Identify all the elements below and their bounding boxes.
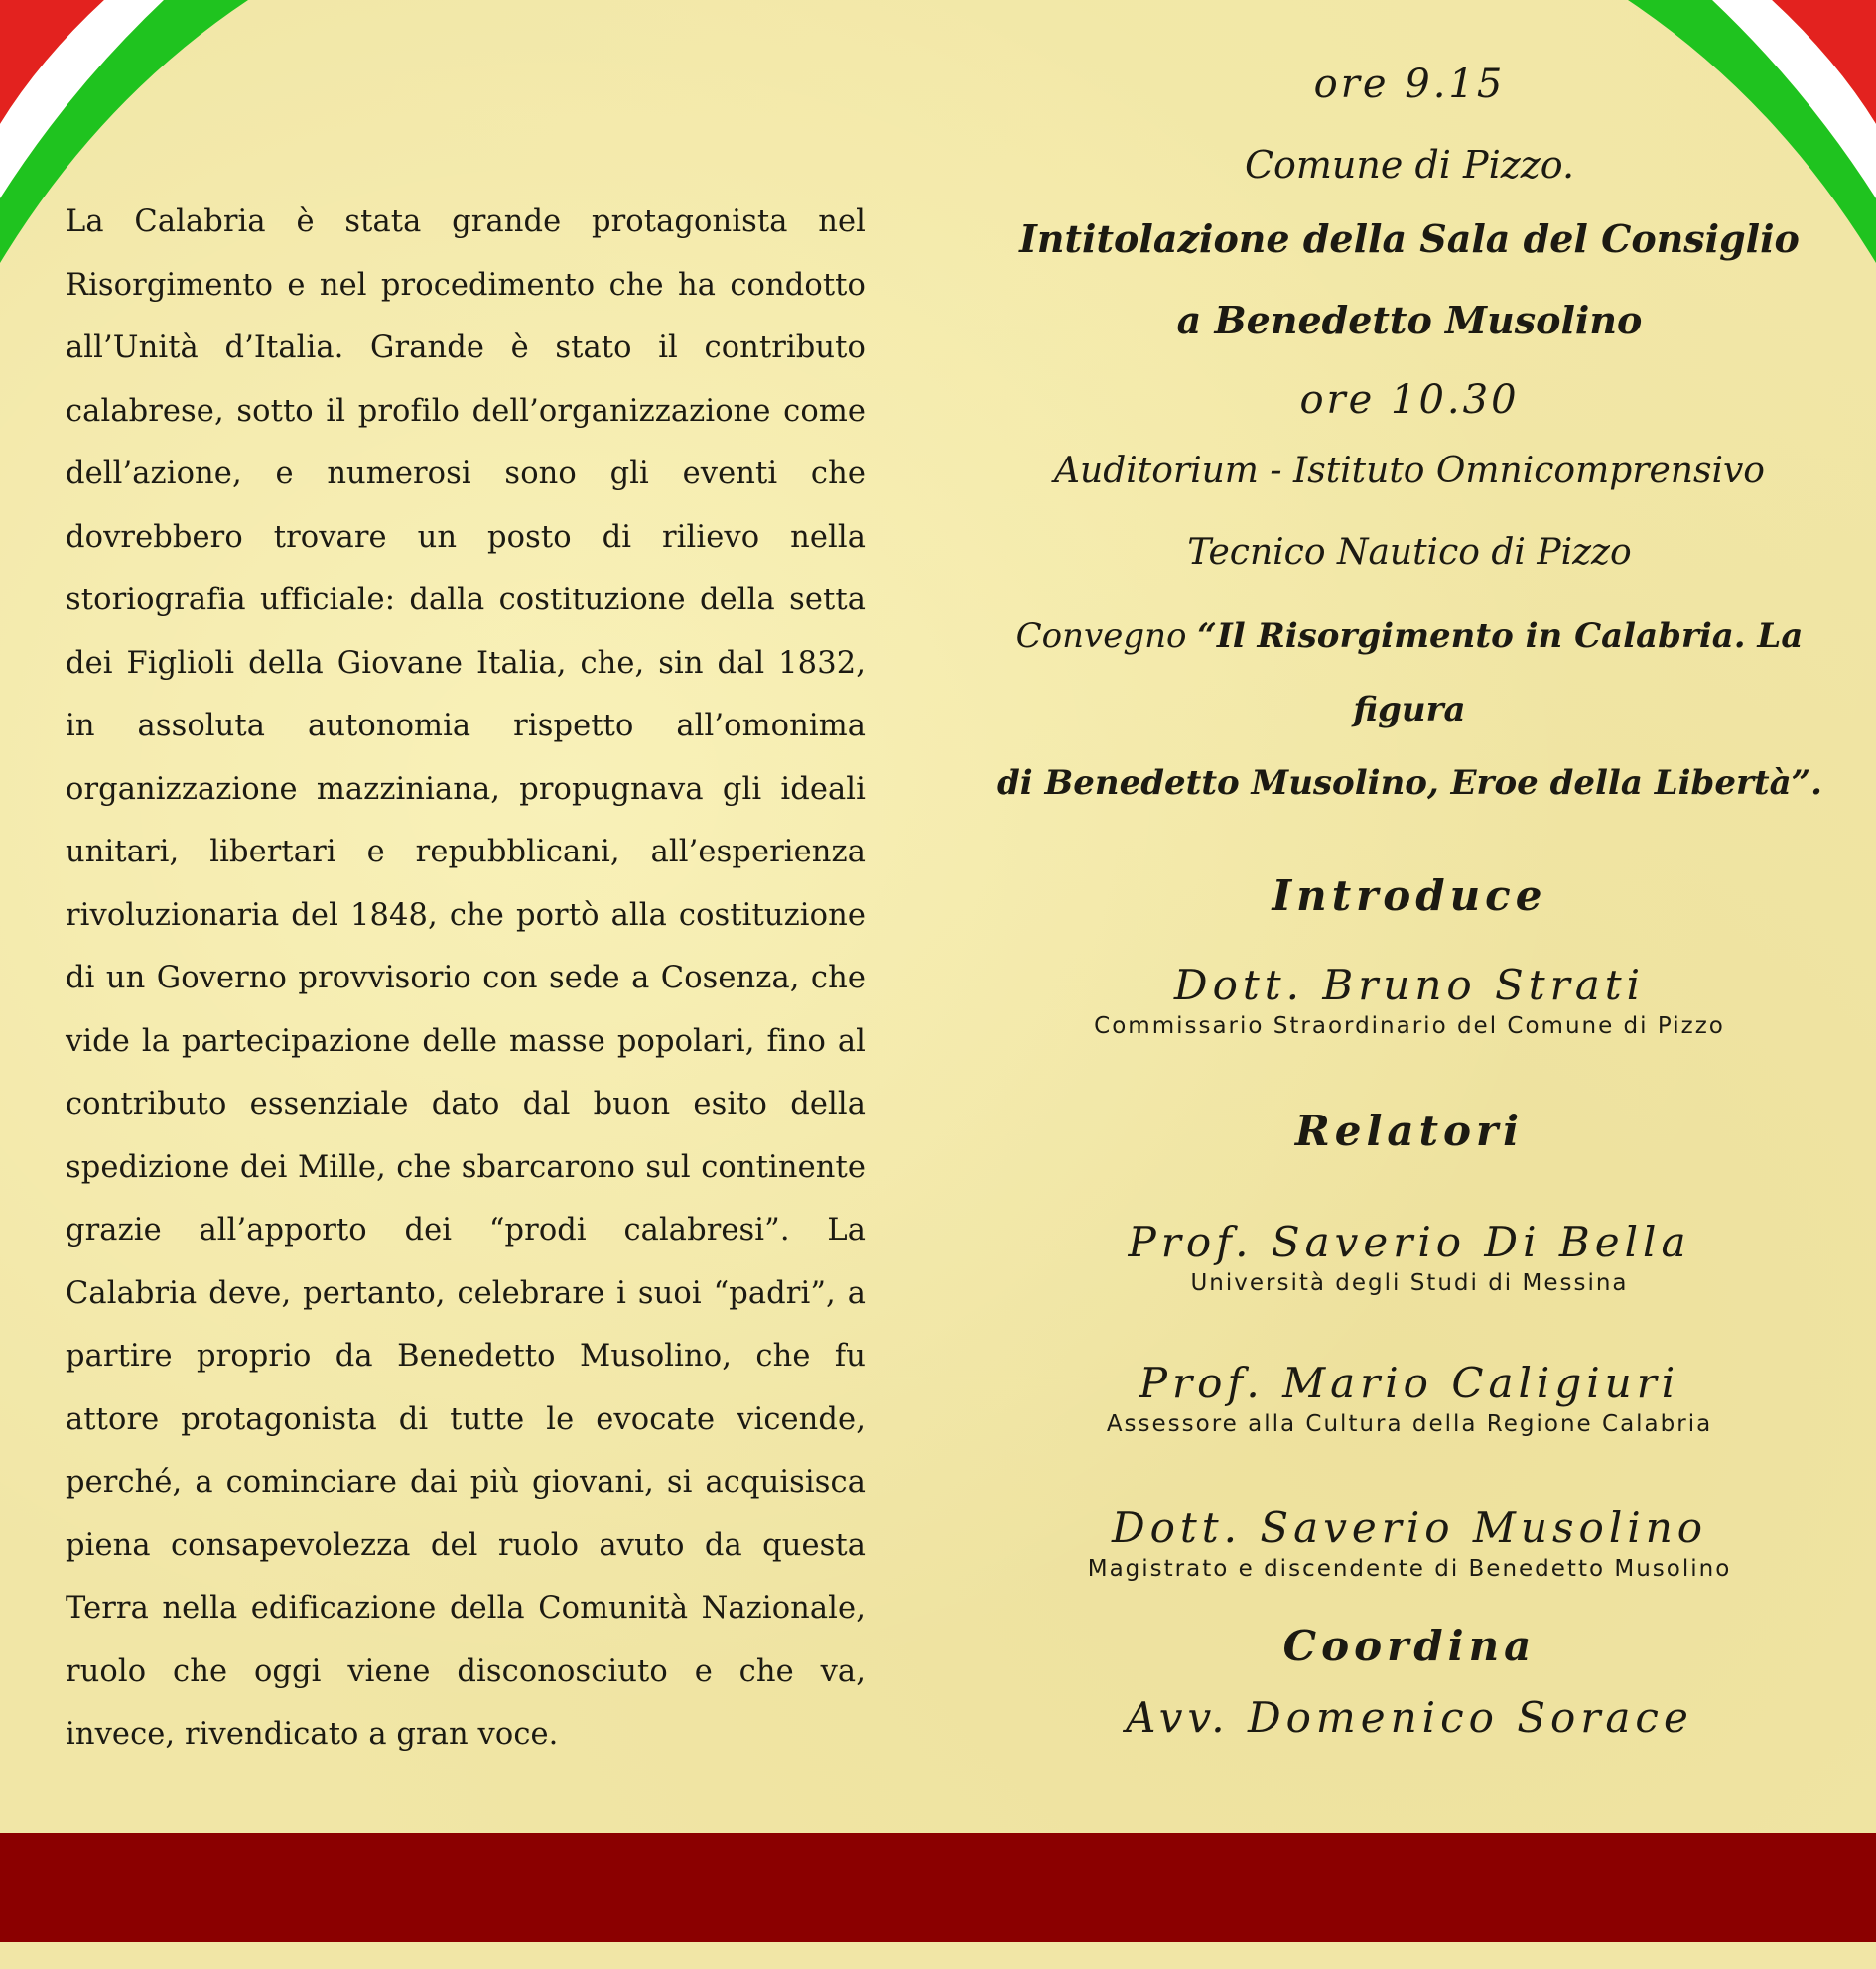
introducer-name: Dott. Bruno Strati — [1173, 961, 1646, 1009]
coordinator-name: Avv. Domenico Sorace — [1126, 1693, 1693, 1742]
dedication-title-line2: a Benedetto Musolino — [1176, 298, 1643, 342]
introducer-role: Commissario Straordinario del Comune di Pizzo — [1094, 1013, 1725, 1039]
bottom-red-bar — [0, 1833, 1876, 1942]
speaker-role: Magistrato e discendente di Benedetto Musolino — [1087, 1556, 1732, 1582]
speaker-role: Università degli Studi di Messina — [1190, 1270, 1629, 1296]
dedication-title-line1: Intitolazione della Sala del Consiglio — [1019, 216, 1800, 261]
place-first: Comune di Pizzo. — [1244, 143, 1575, 187]
relatori-heading: Relatori — [1294, 1107, 1525, 1155]
convegno-line1 — [973, 599, 1846, 746]
speaker-name: Prof. Mario Caligiuri — [1139, 1359, 1680, 1407]
history-paragraph: La Calabria è stata grande protagonista nel Risorgimento e nel procedimento che ha condotto all’Unità d’Italia. Grande è stato il contributo calabrese, sotto il profilo dell’organizzazione come dell’azione, e numerosi sono gli eventi che dovrebbero trovare un posto di rilievo nella storiografia ufficiale: dalla costituzione della setta dei Figlioli della Giovane Italia, che, sin dal 1832, in assoluta autonomia rispetto all’omonima organizzazione mazziniana, propugnava gli ideali unitari, libertari e repubblicani, all’esperienza rivoluzionaria del 1848, che portò alla costituzione di un Governo provvisorio con sede a Cosenza, che vide la partecipazione delle masse popolari, fino al contributo essenziale dato dal buon esito della spedizione dei Mille, che sbarcarono sul continente grazie all’apporto dei “prodi calabresi”. La Calabria deve, pertanto, celebrare i suoi “padri”, a partire proprio da Benedetto Musolino, che fu attore protagonista di tutte le evocate vicende, perché, a cominciare dai più giovani, si acquisisca piena consapevolezza del ruolo avuto da questa Terra nella edificazione della Comunità Nazionale, ruolo che oggi viene disconosciuto e che va, invece, rivendicato a gran voce. — [66, 204, 866, 1752]
speaker-name: Dott. Saverio Musolino — [1111, 1504, 1708, 1552]
program-column — [973, 56, 1846, 1744]
convegno-line2 — [973, 746, 1846, 820]
time-first: ore 9.15 — [1313, 62, 1506, 107]
venue-line2: Tecnico Nautico di Pizzo — [1187, 532, 1632, 573]
speaker-name: Prof. Saverio Di Bella — [1128, 1218, 1691, 1266]
coordina-heading: Coordina — [1282, 1622, 1537, 1670]
convegno-title-line1: “Il Risorgimento in Calabria. La figura — [1197, 616, 1804, 729]
time-second: ore 10.30 — [1299, 377, 1520, 423]
venue-line1: Auditorium - Istituto Omnicomprensivo — [1054, 451, 1765, 491]
introduce-heading: Introduce — [1272, 871, 1547, 920]
convegno-title-line2: di Benedetto Musolino, Eroe della Libertà”. — [996, 763, 1822, 803]
convegno-label: Convegno — [1015, 616, 1187, 656]
bottom-edge-strip — [0, 1942, 1876, 1969]
speaker-role: Assessore alla Cultura della Regione Calabria — [1106, 1411, 1713, 1437]
